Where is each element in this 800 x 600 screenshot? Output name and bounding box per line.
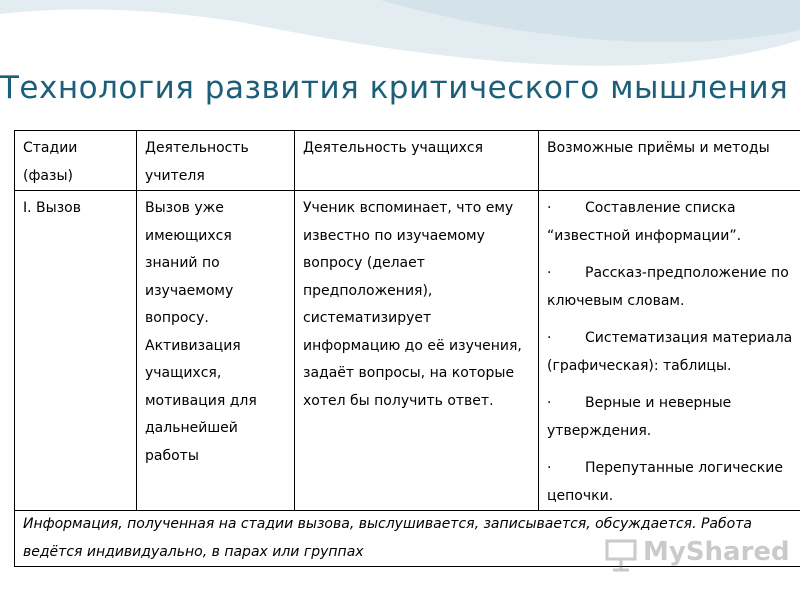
header-teacher-activity: Деятельность учителя [137,131,295,191]
bullet-dot-icon: · [547,460,552,476]
table-footer-row [15,511,800,567]
table-row [15,191,800,511]
footer-note: Информация, полученная на стадии вызова, выслушивается, записывается, обсуждается. Работа ведётся индивидуально, в парах или группах [15,511,800,567]
header-stages: Стадии (фазы) [15,131,137,191]
bullet-dot-icon: · [547,200,552,216]
method-item: · Перепутанные логические цепочки. [547,455,794,510]
method-item: · Составление списка “известной информации”. [547,195,794,250]
table-header-row [15,131,800,191]
cell-stage: I. Вызов [15,191,137,511]
bullet-dot-icon: · [547,265,552,281]
bullet-dot-icon: · [547,330,552,346]
bullet-dot-icon: · [547,395,552,411]
method-item: · Верные и неверные утверждения. [547,390,794,445]
header-student-activity: Деятельность учащихся [295,131,539,191]
header-methods: Возможные приёмы и методы [539,131,800,191]
cell-methods [539,191,800,511]
watermark-text: MyShared [643,537,790,567]
cell-teacher-activity: Вызов уже имеющихся знаний по изучаемому вопросу. Активизация учащихся, мотивация для дальнейшей работы [137,191,295,511]
page-title: Технология развития критического мышления [0,70,789,106]
method-item: · Систематизация материала (графическая): таблицы. [547,325,794,380]
cell-student-activity: Ученик вспоминает, что ему известно по изучаемому вопросу (делает предположения), систематизирует информацию до её изучения, задаёт вопросы, на которые хотел бы получить ответ. [295,191,539,511]
technology-table [14,130,800,567]
method-item: · Рассказ-предположение по ключевым словам. [547,260,794,315]
background-swoosh [0,0,800,135]
